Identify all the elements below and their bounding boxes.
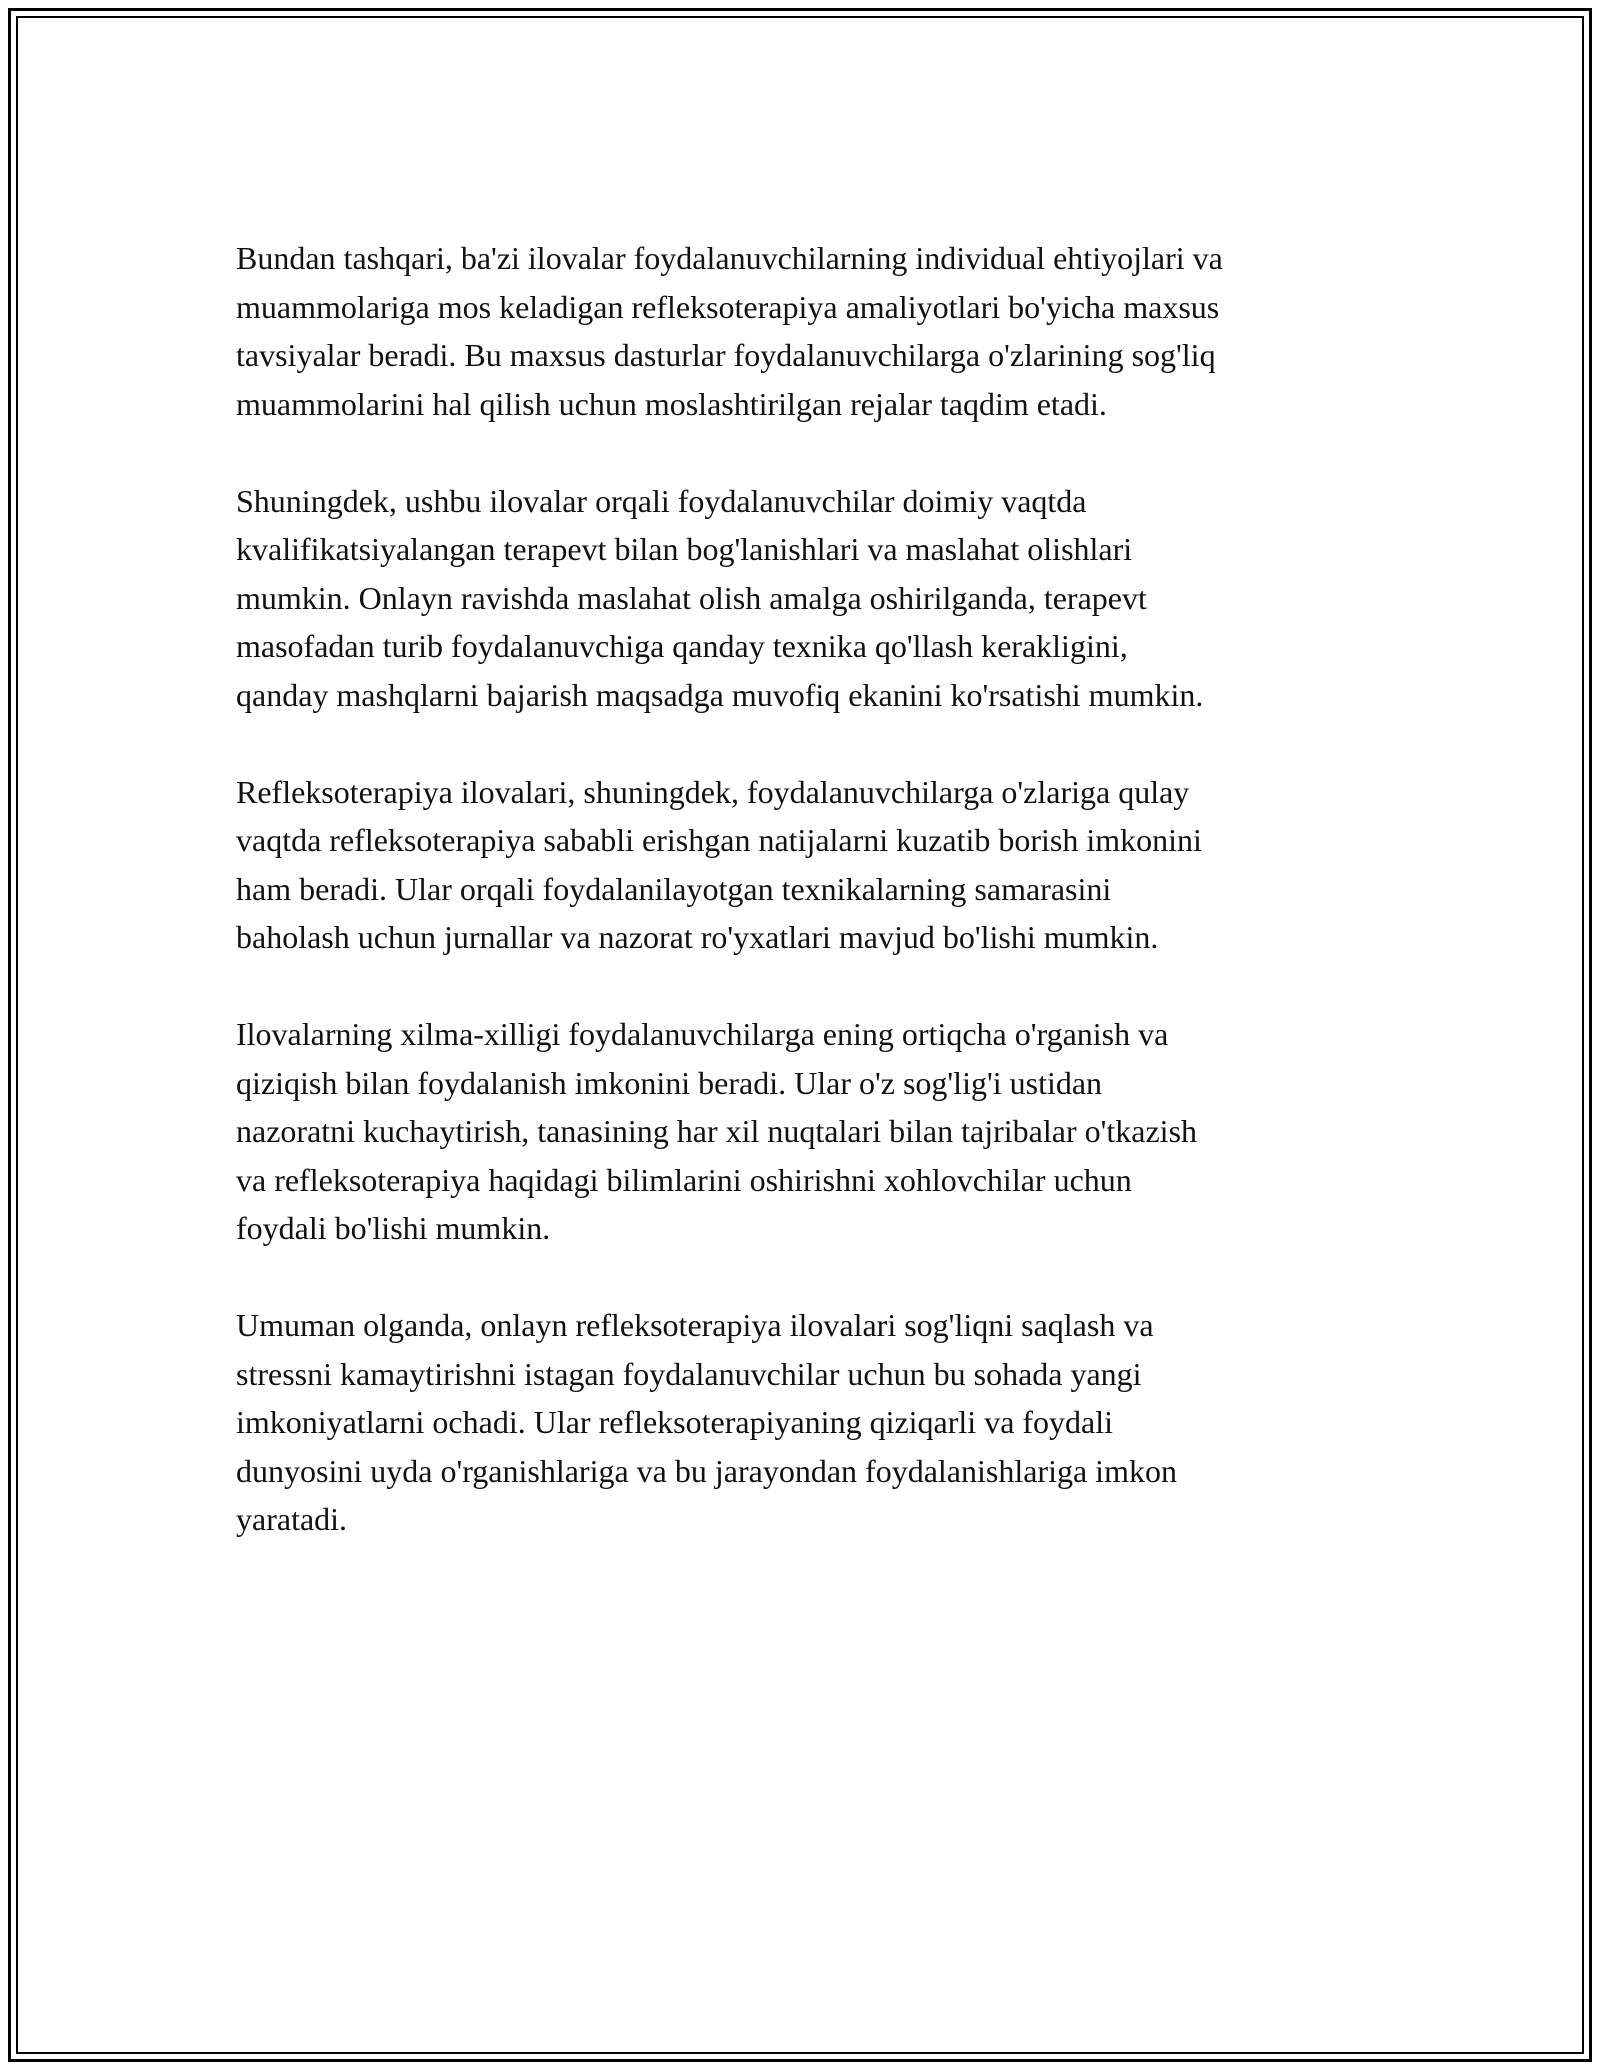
text-line: qiziqish bilan foydalanish imkonini beradi. Ular o'z sog'lig'i ustidan (236, 1064, 1103, 1101)
text-line: muammolariga mos keladigan refleksoterapiya amaliyotlari bo'yicha maxsus (236, 288, 1220, 325)
text-line: nazoratni kuchaytirish, tanasining har xil nuqtalari bilan tajribalar o'tkazish (236, 1113, 1198, 1149)
text-line: mumkin. Onlayn ravishda maslahat olish amalga oshirilganda, terapevt (236, 579, 1147, 616)
text-line: foydali bo'lishi mumkin. (236, 1210, 551, 1246)
text-line: baholash uchun jurnallar va nazorat ro'yxatlari mavjud bo'lishi mumkin. (236, 919, 1159, 955)
text-line: kvalifikatsiyalangan terapevt bilan bog'lanishlari va maslahat olishlari (236, 531, 1133, 567)
paragraph (236, 234, 1396, 428)
document-body (236, 234, 1396, 1592)
text-line: ham beradi. Ular orqali foydalanilayotgan texnikalarning samarasini (236, 870, 1112, 907)
text-line: va refleksoterapiya haqidagi bilimlarini oshirishni xohlovchilar uchun (236, 1161, 1132, 1198)
text-line: Shuningdek, ushbu ilovalar orqali foydalanuvchilar doimiy vaqtda (236, 482, 1087, 519)
text-line: imkoniyatlarni ochadi. Ular refleksoterapiyaning qiziqarli va foydali (236, 1404, 1114, 1440)
text-line: Ilovalarning xilma-xilligi foydalanuvchilarga ening ortiqcha o'rganish va (236, 1016, 1169, 1052)
text-line: yaratadi. (236, 1501, 348, 1537)
text-line: muammolarini hal qilish uchun moslashtirilgan rejalar taqdim etadi. (236, 385, 1107, 422)
paragraph (236, 477, 1396, 720)
text-line: masofadan turib foydalanuvchiga qanday texnika qo'llash kerakligini, (236, 628, 1128, 664)
text-line: dunyosini uyda o'rganishlariga va bu jarayondan foydalanishlariga imkon (236, 1452, 1177, 1489)
paragraph (236, 768, 1396, 962)
paragraph (236, 1010, 1396, 1253)
text-line: tavsiyalar beradi. Bu maxsus dasturlar foydalanuvchilarga o'zlarining sog'liq (236, 337, 1216, 373)
paragraph (236, 1301, 1396, 1544)
text-line: Umuman olganda, onlayn refleksoterapiya ilovalari sog'liqni saqlash va (236, 1307, 1154, 1343)
text-line: Refleksoterapiya ilovalari, shuningdek, foydalanuvchilarga o'zlariga qulay (236, 773, 1190, 810)
text-line: vaqtda refleksoterapiya sababli erishgan natijalarni kuzatib borish imkonini (236, 822, 1202, 858)
text-line: Bundan tashqari, ba'zi ilovalar foydalanuvchilarning individual ehtiyojlari va (236, 240, 1223, 276)
text-line: stressni kamaytirishni istagan foydalanuvchilar uchun bu sohada yangi (236, 1355, 1142, 1392)
text-line: qanday mashqlarni bajarish maqsadga muvofiq ekanini ko'rsatishi mumkin. (236, 676, 1204, 713)
